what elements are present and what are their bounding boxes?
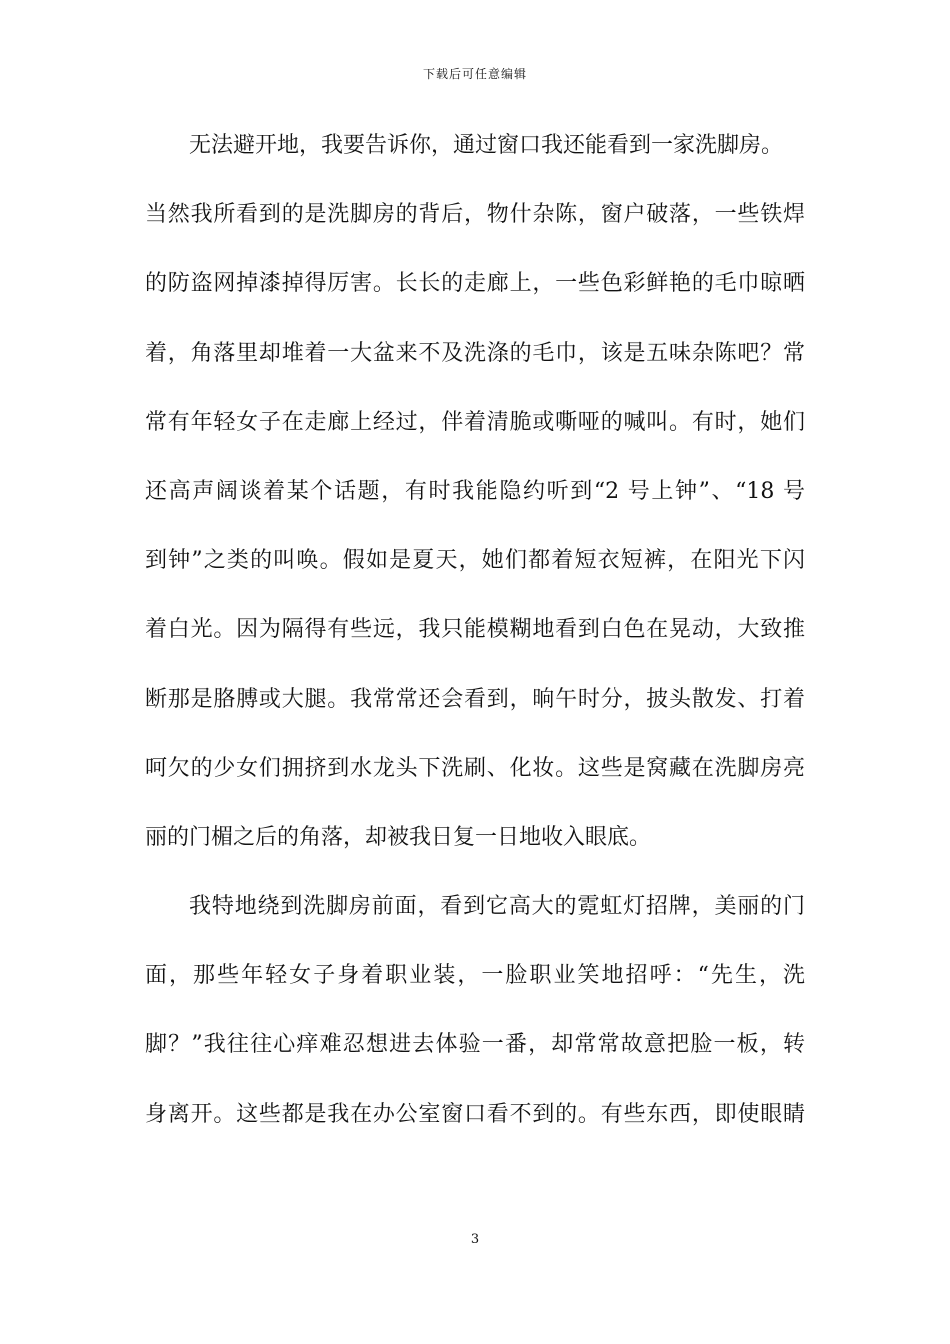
paragraph-2-line-2: 面，那些年轻女子身着职业装，一脸职业笑地招呼：“先生，洗 — [145, 963, 805, 989]
paragraph-1-line-5: 常有年轻女子在走廊上经过，伴着清脆或嘶哑的喊叫。有时，她们 — [145, 409, 805, 435]
paragraph-1-line-10: 呵欠的少女们拥挤到水龙头下洗刷、化妆。这些是窝藏在洗脚房亮 — [145, 755, 805, 781]
paragraph-2-line-4: 身离开。这些都是我在办公室窗口看不到的。有些东西，即使眼睛 — [145, 1101, 805, 1127]
paragraph-1-line-3: 的防盗网掉漆掉得厉害。长长的走廊上，一些色彩鲜艳的毛巾晾晒 — [145, 271, 805, 297]
paragraph-1-line-9: 断那是胳膊或大腿。我常常还会看到，晌午时分，披头散发、打着 — [145, 686, 805, 712]
paragraph-1-line-8: 着白光。因为隔得有些远，我只能模糊地看到白色在晃动，大致推 — [145, 617, 805, 643]
paragraph-1-line-2: 当然我所看到的是洗脚房的背后，物什杂陈，窗户破落，一些铁焊 — [145, 202, 805, 228]
paragraph-1-line-11: 丽的门楣之后的角落，却被我日复一日地收入眼底。 — [145, 824, 652, 850]
paragraph-1-line-7: 到钟”之类的叫唤。假如是夏天，她们都着短衣短裤，在阳光下闪 — [145, 548, 805, 574]
paragraph-2-line-3: 脚？”我往往心痒难忍想进去体验一番，却常常故意把脸一板，转 — [145, 1032, 805, 1058]
page-header-note: 下载后可任意编辑 — [422, 67, 527, 81]
paragraph-1-line-1: 无法避开地，我要告诉你，通过窗口我还能看到一家洗脚房。 — [189, 133, 784, 158]
paragraph-1-line-6: 还高声阔谈着某个话题，有时我能隐约听到“2 号上钟”、“18 号 — [145, 478, 805, 504]
page-number: 3 — [470, 1232, 480, 1247]
document-body — [145, 130, 805, 1168]
paragraph-1-line-4: 着，角落里却堆着一大盆来不及洗涤的毛巾，该是五味杂陈吧？常 — [145, 340, 805, 366]
paragraph-2-line-1: 我特地绕到洗脚房前面，看到它高大的霓虹灯招牌，美丽的门 — [189, 894, 805, 920]
